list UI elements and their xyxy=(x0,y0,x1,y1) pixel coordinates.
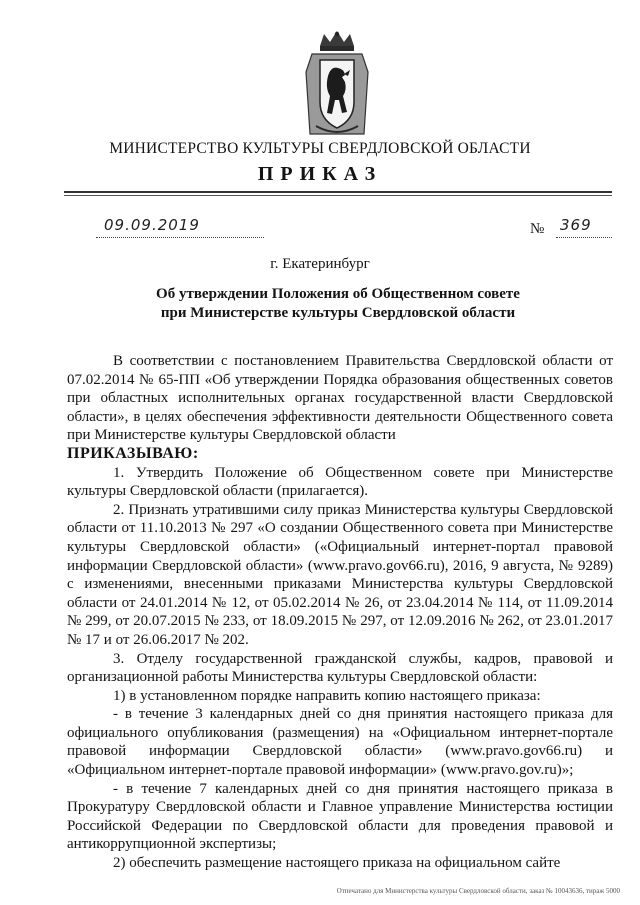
order-word: ПРИКАЗЫВАЮ: xyxy=(67,444,199,462)
item-3-paragraph: 3. Отделу государственной гражданской службы, кадров, правовой и организационной работы Министерства культуры Свердловской области: xyxy=(67,650,613,686)
item-3-1-a-paragraph: - в течение 3 календарных дней со дня принятия настоящего приказа для официального опубликования (размещения) на «Официальном интернет-портале правовой информации Свердловской области» (www.pravo.gov66.ru) и «Официальном интернет-портале правовой информации» (www.pravo.gov.ru)»; xyxy=(67,706,613,779)
item-3-1-paragraph: 1) в установленном порядке направить копию настоящего приказа: xyxy=(113,687,541,704)
order-word-paragraph xyxy=(67,445,613,464)
header-divider-thick xyxy=(64,191,612,193)
number-sign: № xyxy=(530,221,545,237)
preamble-paragraph: В соответствии с постановлением Правительства Свердловской области от 07.02.2014 № 65-ПП «Об утверждении Порядка образования общественных советов при областных исполнительных органах государственной власти Свердловской области», в целях обеспечения эффективности деятельности Общественного совета при Министерстве культуры Свердловской области xyxy=(67,353,613,444)
item-1-paragraph: 1. Утвердить Положение об Общественном совете при Министерстве культуры Свердловской области (прилагается). xyxy=(67,464,613,500)
handwritten-number: 369 xyxy=(560,216,592,234)
subject-line-1: Об утверждении Положения об Общественном совете xyxy=(156,286,520,302)
ministry-name: МИНИСТЕРСТВО КУЛЬТУРЫ СВЕРДЛОВСКОЙ ОБЛАСТИ xyxy=(109,140,531,157)
document-type-title: ПРИКАЗ xyxy=(257,163,383,185)
item-3-2-paragraph: 2) обеспечить размещение настоящего приказа на официальном сайте xyxy=(113,855,561,872)
item-3-1-b-paragraph: - в течение 7 календарных дней со дня принятия настоящего приказа в Прокуратуру Свердловской области и Главное управление Министерства юстиции Российской Федерации по Свердловской области для проведения правовой и антикоррупционной экспертизы; xyxy=(67,780,613,853)
handwritten-date: 09.09.2019 xyxy=(104,216,200,234)
number-field xyxy=(556,218,612,238)
header-divider-thin xyxy=(64,195,612,196)
subject-line-2: при Министерстве культуры Свердловской области xyxy=(160,305,516,321)
document-body xyxy=(67,352,613,873)
item-2-paragraph: 2. Признать утратившими силу приказ Министерства культуры Свердловской области от 11.10.2013 № 297 «О создании Общественного совета при Министерстве культуры Свердловской области» («Официальный интернет-портал правовой информации Свердловской области» (www.pravo.gov66.ru), 2016, 9 августа, № 9289) с изменениями, внесенными приказами Министерства культуры Свердловской области от 24.01.2014 № 12, от 05.02.2014 № 26, от 23.04.2014 № 114, от 11.09.2014 № 299, от 20.07.2015 № 233, от 18.09.2015 № 297, от 12.09.2016 № 262, от 23.01.2017 № 17 и от 26.06.2017 № 202. xyxy=(67,501,613,648)
city-line: г. Екатеринбург xyxy=(270,256,370,272)
date-field xyxy=(96,218,264,238)
document-subject xyxy=(100,285,576,323)
print-footer-note: Отпечатано для Министерства культуры Свердловской области, заказ № 10043636, тираж 5000 xyxy=(336,887,620,895)
coat-of-arms-emblem xyxy=(298,30,376,136)
